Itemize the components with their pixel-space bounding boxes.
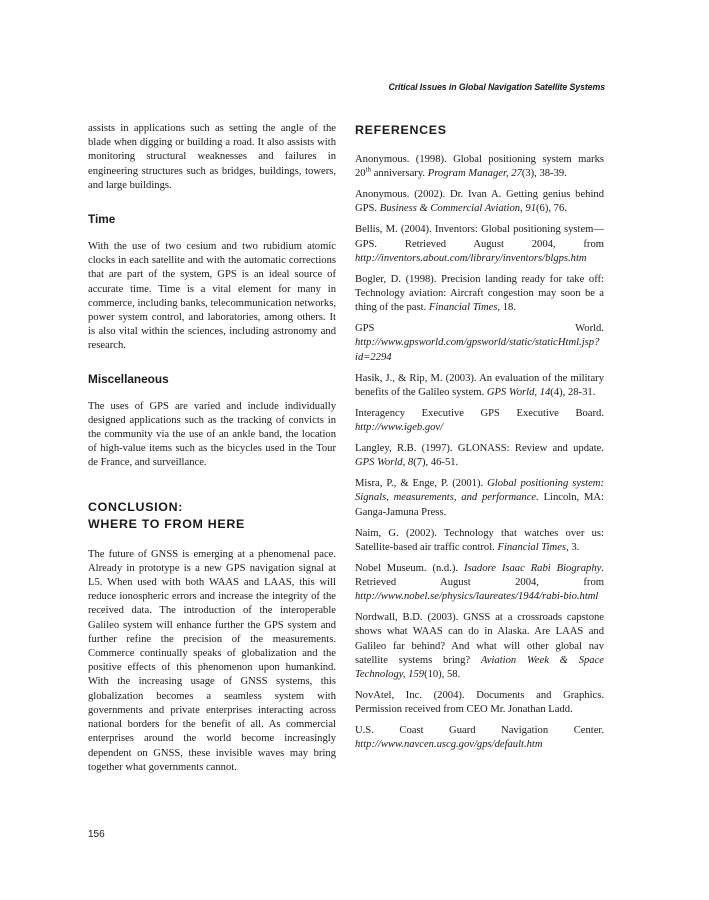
reference-ital: Program Manager, 27	[427, 168, 522, 180]
reference-ital: Business & Commercial Aviation, 91	[379, 203, 536, 215]
reference-post: (3), 38-39.	[521, 168, 567, 180]
reference-item	[355, 527, 604, 555]
reference-pre: Nobel Museum. (n.d.).	[355, 562, 464, 574]
reference-item	[355, 407, 604, 435]
reference-item	[355, 724, 604, 752]
reference-pre: Bellis, M. (2004). Inventors: Global positioning system—GPS. Retrieved August 2004, from	[355, 224, 604, 250]
reference-pre: Langley, R.B. (1997). GLONASS: Review and update.	[355, 443, 604, 455]
conclusion-paragraph: The future of GNSS is emerging at a phenomenal pace. Already in prototype is a new GPS navigation signal at L5. When used with both WAAS and LAAS, this will reduce ionospheric errors and increase the integrity of the received data. The introduction of the interoperable Galileo system will enhance further the GPS system and further refine the precision of the measurements. Commerce continually speaks of globalization and the positive effects of this phenomenon upon humankind. With the increasing usage of GNSS systems, this globalization becomes a seamless system with governments and private enterprises interacting across national borders for the benefit of all. As commercial enterprises around the world become increasingly dependent on GNSS, these invisible waves may bring together what governments cannot.	[88, 548, 336, 773]
references-column	[355, 122, 604, 759]
reference-item	[355, 322, 604, 365]
running-header: Critical Issues in Global Navigation Satellite Systems	[388, 82, 605, 92]
conclusion-heading	[88, 499, 336, 533]
time-heading: Time	[88, 212, 116, 227]
conclusion-heading-line1: CONCLUSION:	[88, 499, 184, 514]
reference-post: (6), 76.	[536, 203, 567, 215]
reference-pre: GPS World.	[355, 323, 604, 335]
reference-post: (7), 46-51.	[413, 457, 459, 469]
reference-pre: Anonymous. (2002). Dr. Ivan A. Getting genius behind GPS.	[355, 189, 604, 215]
time-paragraph: With the use of two cesium and two rubidium atomic clocks in each satellite and with the automatic corrections that are part of the system, GPS is an ideal source of accurate time. Time is a vital element for many in commerce, including banks, telecommunication networks, power system control, and laboratories, among others. It is also vital within the sciences, including astronomy and research.	[88, 241, 336, 352]
reference-pre: NovAtel, Inc. (2004). Documents and Graphics. Permission received from CEO Mr. Jonathan Ladd.	[355, 690, 604, 716]
reference-pre: Misra, P., & Enge, P. (2001).	[355, 478, 488, 490]
reference-post: 18.	[500, 302, 516, 314]
reference-ital: Global positioning system: Signals, measurements, and performance.	[355, 478, 604, 504]
reference-item	[355, 562, 604, 605]
reference-item	[355, 372, 604, 400]
reference-mid: anniversary.	[371, 168, 428, 180]
reference-post: (10), 58.	[424, 669, 461, 681]
reference-pre: U.S. Coast Guard Navigation Center.	[355, 725, 604, 737]
reference-item	[355, 273, 604, 316]
reference-ital: Isadore Isaac Rabi Biography	[463, 562, 602, 574]
reference-ital: http://inventors.about.com/library/inventors/blgps.htm	[355, 252, 587, 264]
left-column	[88, 122, 336, 775]
reference-ital2: http://www.nobel.se/physics/laureates/1944/rabi-bio.html	[355, 591, 599, 603]
misc-paragraph: The uses of GPS are varied and include individually designed applications such as the tracking of convicts in the community via the use of an ankle band, the location of high-value items such as the bicycles used in the Tour de France, and surveillance.	[88, 400, 336, 469]
misc-heading: Miscellaneous	[88, 371, 169, 386]
conclusion-heading-line2: WHERE TO FROM HERE	[88, 516, 245, 531]
reference-ital: http://www.igeb.gov/	[355, 422, 444, 434]
reference-ital: Financial Times,	[497, 541, 569, 553]
references-heading: REFERENCES	[355, 123, 447, 137]
reference-pre: Hasik, J., & Rip, M. (2003). An evaluation of the military benefits of the Galileo system.	[355, 372, 604, 398]
reference-ital: Financial Times,	[428, 302, 501, 314]
reference-ital: http://www.gpsworld.com/gpsworld/static/staticHtml.jsp?id=2294	[355, 337, 600, 363]
reference-pre: Bogler, D. (1998). Precision landing ready for take off: Technology aviation: Aircraft congestion may soon be a thing of the past.	[355, 273, 604, 314]
reference-pre: Naim, G. (2002). Technology that watches over us: Satellite-based air traffic control.	[355, 527, 604, 553]
reference-item	[355, 442, 604, 470]
reference-list	[355, 153, 604, 753]
reference-pre: Anonymous. (1998). Global positioning system marks 20	[355, 154, 604, 180]
reference-post: Lincoln, MA: Ganga-Jamuna Press.	[355, 492, 604, 518]
reference-pre: Interagency Executive GPS Executive Board.	[355, 407, 604, 419]
reference-sup: th	[365, 165, 372, 174]
reference-pre: Nordwall, B.D. (2003). GNSS at a crossroads capstone shows what WAAS can do in Alaska. Are LAAS and Galileo far behind? And what will other global nav satellite systems bring?	[355, 612, 604, 666]
reference-ital: http://www.navcen.uscg.gov/gps/default.htm	[355, 739, 543, 751]
reference-post: . Retrieved August 2004, from	[355, 562, 604, 589]
reference-ital: GPS World, 14	[486, 386, 551, 398]
reference-item	[355, 477, 604, 520]
reference-item	[355, 689, 604, 717]
reference-ital: Aviation Week & Space Technology, 159	[355, 654, 604, 681]
reference-ital: GPS World, 8	[355, 457, 414, 469]
reference-post: (4), 28-31.	[550, 386, 596, 398]
reference-item	[355, 188, 604, 216]
reference-post: 3.	[568, 541, 580, 553]
reference-item	[355, 611, 604, 682]
page-number: 156	[88, 829, 105, 840]
reference-item	[355, 223, 604, 266]
intro-paragraph: assists in applications such as setting the angle of the blade when digging or building a road. It also assists with monitoring structural weaknesses and failures in engineering structures such as bridges, buildings, towers, and large buildings.	[88, 123, 336, 191]
reference-item	[355, 153, 604, 181]
